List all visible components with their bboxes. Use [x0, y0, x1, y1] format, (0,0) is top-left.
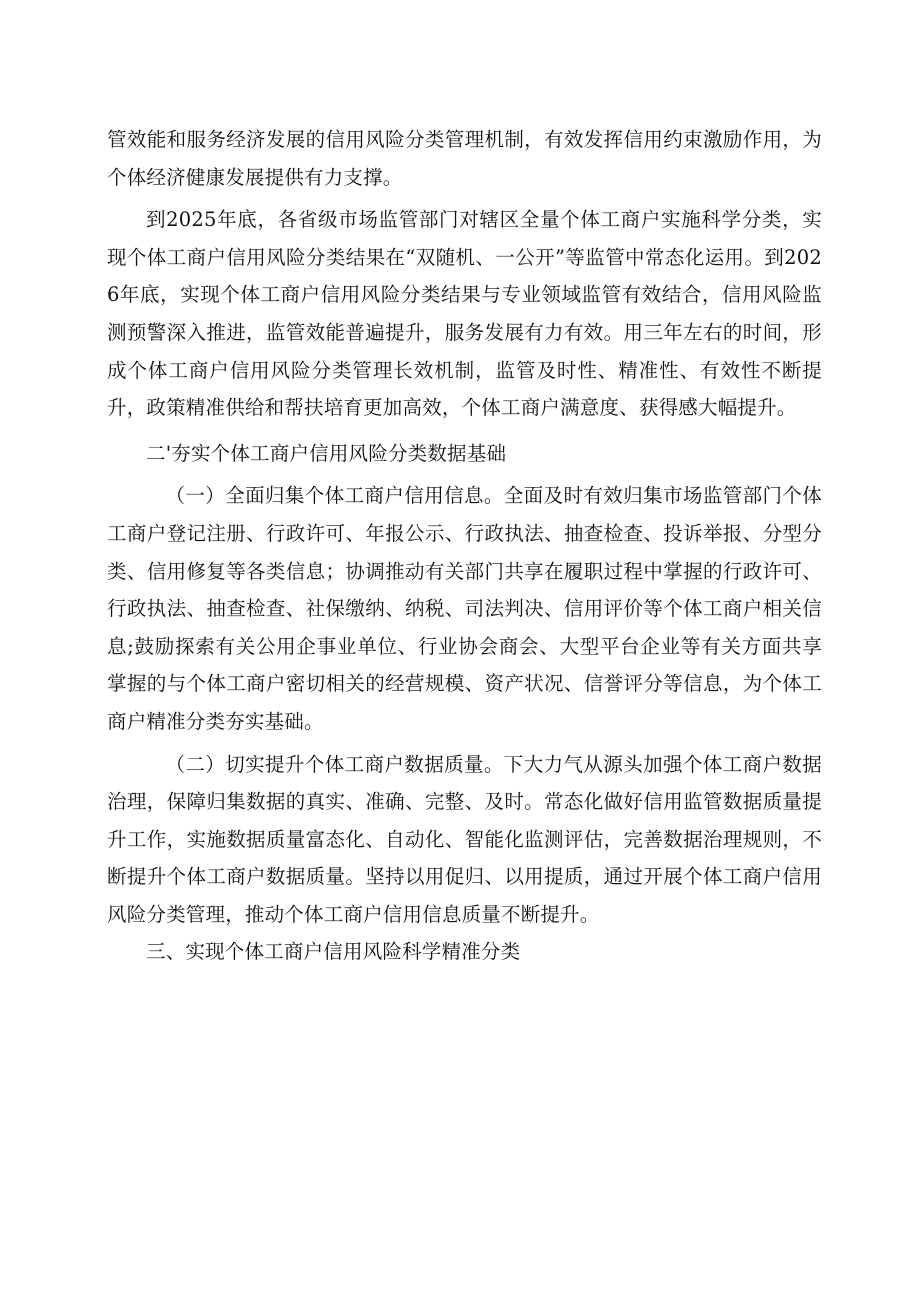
section-heading-3: 三、实现个体工商户信用风险科学精准分类 [146, 940, 521, 964]
section-heading-2: 二'夯实个体工商户信用风险分类数据基础 [146, 441, 507, 465]
document-body [107, 121, 822, 971]
paragraph-subsection-2: （二）切实提升个体工商户数据质量。下大力气从源头加强个体工商户数据治理，保障归集数据的真实、准确、完整、及时。常态化做好信用监管数据质量提升工作，实施数据质量富态化、自动化、智能化监测评估，完善数据治理规则，不断提升个体工商户数据质量。坚持以用促归、以用提质，通过开展个体工商户信用风险分类管理，推动个体工商户信用信息质量不断提升。 [107, 752, 822, 926]
paragraph-goals: 到2025年底，各省级市场监管部门对辖区全量个体工商户实施科学分类，实现个体工商户信用风险分类结果在“双随机、一公开”等监管中常态化运用。到2026年底，实现个体工商户信用风险分类结果与专业领域监管有效结合，信用风险监测预警深入推进，监管效能普遍提升，服务发展有力有效。用三年左右的时间，形成个体工商户信用风险分类管理长效机制，监管及时性、精准性、有效性不断提升，政策精准供给和帮扶培育更加高效，个体工商户满意度、获得感大幅提升。 [107, 208, 822, 420]
paragraph-continued: 管效能和服务经济发展的信用风险分类管理机制，有效发挥信用约束激励作用，为个体经济健康发展提供有力支撑。 [107, 128, 822, 189]
paragraph-subsection-1: （一）全面归集个体工商户信用信息。全面及时有效归集市场监管部门个体工商户登记注册、行政许可、年报公示、行政执法、抽查检查、投诉举报、分型分类、信用修复等各类信息；协调推动有关部门共享在履职过程中掌握的行政许可、行政执法、抽查检查、社保缴纳、纳税、司法判决、信用评价等个体工商户相关信息;鼓励探索有关公用企事业单位、行业协会商会、大型平台企业等有关方面共享掌握的与个体工商户密切相关的经营规模、资产状况、信誉评分等信息，为个体工商户精准分类夯实基础。 [107, 484, 822, 733]
spacer [107, 427, 822, 435]
